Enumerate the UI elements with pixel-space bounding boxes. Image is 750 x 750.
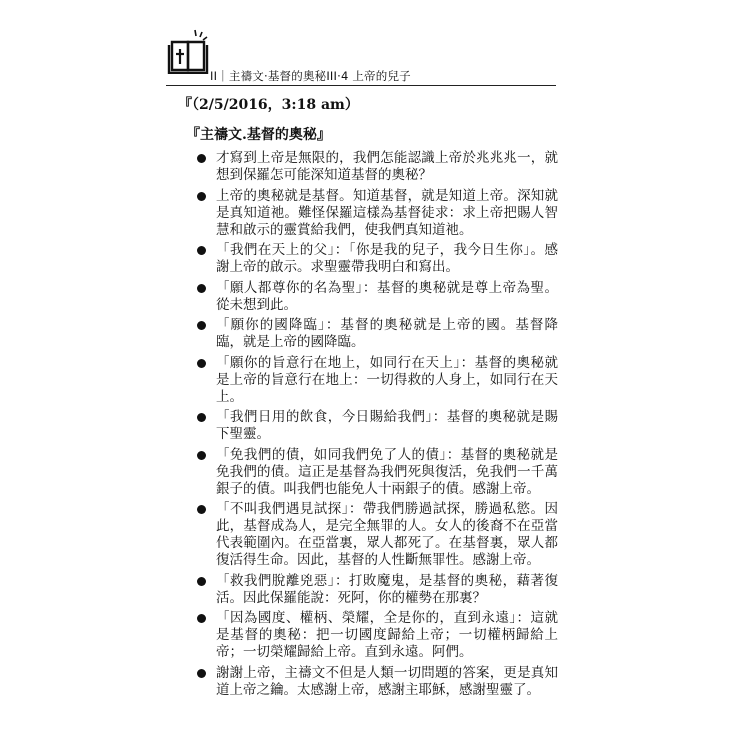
list-item-text: 謝謝上帝，主禱文不但是人類一切問題的答案，更是真知道上帝之鑰。太感謝上帝，感謝主耶穌，感謝聖靈了。 [216, 664, 558, 698]
bullet-dot-icon [197, 192, 206, 201]
list-item [166, 409, 558, 443]
entry-date: 『（2/5/2016，3:18 am） [178, 97, 359, 113]
bullet-dot-icon [197, 284, 206, 293]
bullet-dot-icon [197, 246, 206, 255]
list-item [166, 610, 558, 661]
bullet-dot-icon [197, 669, 206, 678]
list-item [166, 501, 558, 569]
list-item [166, 150, 558, 184]
list-item [166, 317, 558, 351]
list-item-text: 「我們日用的飲食，今日賜給我們」：基督的奧秘就是賜下聖靈。 [216, 409, 558, 442]
bullet-dot-icon [197, 413, 206, 422]
page-content [166, 94, 558, 702]
list-item-text: 「不叫我們遇見試探」：帶我們勝過試探，勝過私慾。因此，基督成為人，是完全無罪的人。女人的後裔不在亞當代表範圍內。在亞當裏，眾人都死了。在基督裏，眾人都復活得生命。因此，基督的人性斷無罪性。感謝上帝。 [216, 501, 558, 568]
bullet-list [166, 150, 558, 699]
book-cross-icon [166, 28, 212, 74]
bullet-dot-icon [197, 577, 206, 586]
section-title: 『主禱文.基督的奧秘』 [186, 127, 331, 143]
page-header [166, 28, 556, 88]
list-item-text: 「願你的國降臨」：基督的奧秘就是上帝的國。基督降臨，就是上帝的國降臨。 [216, 317, 558, 350]
bullet-dot-icon [197, 359, 206, 368]
list-item-text: 「願人都尊你的名為聖」：基督的奧秘就是尊上帝為聖。從未想到此。 [216, 279, 558, 313]
bullet-dot-icon [197, 614, 206, 623]
list-item-text: 上帝的奧秘就是基督。知道基督，就是知道上帝。深知就是真知道祂。難怪保羅這樣為基督徒求：求上帝把賜人智慧和啟示的靈賞給我們，使我們真知道祂。 [216, 187, 558, 238]
list-item-text: 「免我們的債，如同我們免了人的債」：基督的奧秘就是免我們的債。這正是基督為我們死與復活，免我們一千萬銀子的債。叫我們也能免人十兩銀子的債。感謝上帝。 [216, 446, 558, 497]
list-item [166, 573, 558, 607]
list-item [166, 188, 558, 239]
bullet-dot-icon [197, 505, 206, 514]
list-item [166, 665, 558, 699]
header-divider [166, 85, 556, 86]
list-item [166, 355, 558, 406]
list-item-text: 才寫到上帝是無限的，我們怎能認識上帝於兆兆兆一，就想到保羅怎可能深知道基督的奧秘？ [216, 150, 558, 183]
bullet-dot-icon [197, 154, 206, 163]
list-item-text: 「願你的旨意行在地上，如同行在天上」：基督的奧秘就是上帝的旨意行在地上：一切得救的人身上，如同行在天上。 [216, 354, 558, 405]
bullet-dot-icon [197, 321, 206, 330]
running-head: II｜主禱文‧基督的奧秘III‧4 上帝的兒子 [210, 69, 411, 83]
list-item [166, 280, 558, 314]
list-item-text: 「我們在天上的父」：「你是我的兒子，我今日生你」。感謝上帝的啟示。求聖靈帶我明白和寫出。 [216, 242, 558, 275]
list-item-text: 「因為國度、權柄、榮耀，全是你的，直到永遠」：這就是基督的奧秘：把一切國度歸給上帝；一切權柄歸給上帝；一切榮耀歸給上帝。直到永遠。阿們。 [216, 610, 558, 660]
bullet-dot-icon [197, 451, 206, 460]
list-item-text: 「救我們脫離兇惡」：打敗魔鬼，是基督的奧秘，藉著復活。因此保羅能說：死阿，你的權勢在那裏？ [216, 572, 558, 606]
list-item [166, 447, 558, 498]
list-item [166, 242, 558, 276]
